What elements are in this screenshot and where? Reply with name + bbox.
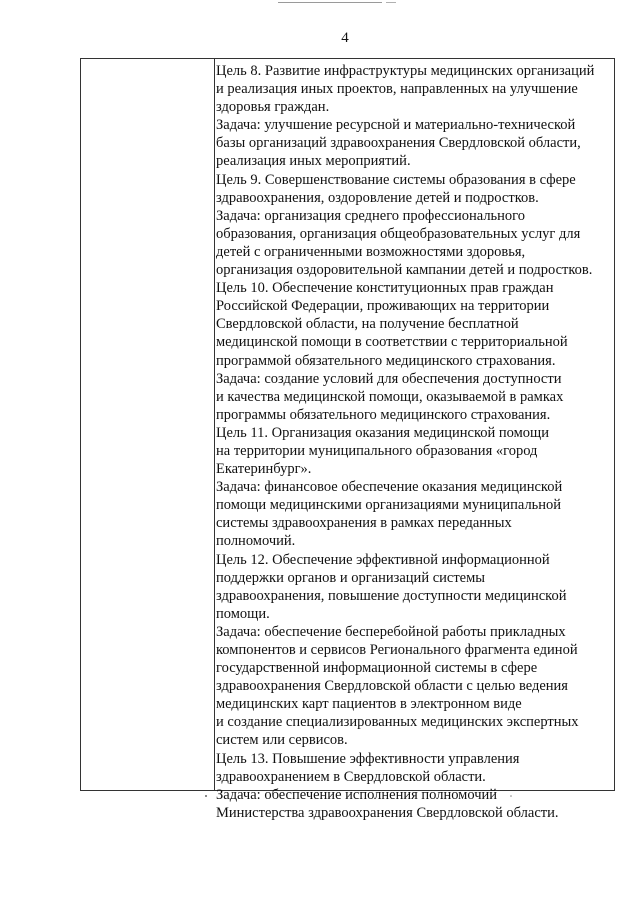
text-line: Российской Федерации, проживающих на территории bbox=[216, 298, 550, 315]
document-table bbox=[80, 58, 615, 821]
text-line: реализация иных мероприятий. bbox=[216, 153, 411, 170]
text-line: и создание специализированных медицинских экспертных bbox=[216, 714, 579, 731]
text-line: государственной информационной системы в сфере bbox=[216, 660, 538, 677]
table-right-column bbox=[216, 62, 614, 822]
text-line: Свердловской области, на получение бесплатной bbox=[216, 316, 519, 333]
table-left-column bbox=[81, 59, 215, 790]
text-line: Задача: создание условий для обеспечения доступности bbox=[216, 370, 562, 387]
text-line: образования, организация общеобразовательных услуг для bbox=[216, 225, 581, 242]
text-line: Цель 12. Обеспечение эффективной информационной bbox=[216, 551, 550, 568]
text-line: медицинских карт пациентов в электронном виде bbox=[216, 696, 522, 713]
text-line: помощи медицинскими организациями муниципальной bbox=[216, 497, 562, 514]
text-line: Министерства здравоохранения Свердловской области. bbox=[216, 804, 559, 821]
top-scan-mark bbox=[278, 2, 382, 3]
text-line: компонентов и сервисов Регионального фрагмента единой bbox=[216, 642, 578, 658]
text-line: системы здравоохранения в рамках переданных bbox=[216, 515, 512, 532]
text-line: здравоохранения, оздоровление детей и подростков. bbox=[216, 189, 539, 206]
text-line: детей с ограниченными возможностями здоровья, bbox=[216, 243, 526, 260]
text-line: помощи. bbox=[216, 605, 270, 622]
text-line: Задача: обеспечение бесперебойной работы прикладных bbox=[216, 623, 566, 640]
text-line: полномочий. bbox=[216, 533, 296, 550]
text-line: программы обязательного медицинского страхования. bbox=[216, 406, 551, 423]
text-line: поддержки органов и организаций системы bbox=[216, 569, 486, 586]
text-line: здравоохранения, повышение доступности медицинской bbox=[216, 587, 567, 604]
page-number: 4 bbox=[341, 30, 349, 46]
text-line: на территории муниципального образования «город bbox=[216, 442, 538, 459]
text-line: систем или сервисов. bbox=[216, 732, 348, 749]
text-line: программой обязательного медицинского страхования. bbox=[216, 352, 556, 369]
text-line: здравоохранением в Свердловской области. bbox=[216, 768, 486, 785]
text-line: Цель 9. Совершенствование системы образования в сфере bbox=[216, 171, 576, 188]
text-line: Цель 11. Организация оказания медицинской помощи bbox=[216, 424, 549, 441]
text-line: организация оздоровительной кампании детей и подростков. bbox=[216, 262, 593, 279]
text-line: Цель 8. Развитие инфраструктуры медицинских организаций bbox=[216, 63, 595, 79]
text-line: здравоохранения Свердловской области с целью ведения bbox=[216, 678, 568, 695]
text-line: базы организаций здравоохранения Свердловской области, bbox=[216, 135, 581, 152]
text-line: медицинской помощи в соответствии с территориальной bbox=[216, 334, 568, 351]
text-line: Екатеринбург». bbox=[216, 461, 312, 478]
text-line: Задача: улучшение ресурсной и материально-технической bbox=[216, 117, 576, 134]
text-line: Задача: обеспечение исполнения полномочий bbox=[216, 786, 498, 803]
text-line: и реализация иных проектов, направленных на улучшение bbox=[216, 81, 578, 98]
text-line: Цель 13. Повышение эффективности управления bbox=[216, 750, 520, 767]
text-line: и качества медицинской помощи, оказываемой в рамках bbox=[216, 388, 564, 405]
text-line: Задача: финансовое обеспечение оказания медицинской bbox=[216, 479, 563, 496]
text-line: Цель 10. Обеспечение конституционных прав граждан bbox=[216, 280, 554, 297]
text-line: здоровья граждан. bbox=[216, 99, 330, 116]
text-line: Задача: организация среднего профессионального bbox=[216, 207, 526, 224]
scan-speck bbox=[205, 795, 207, 797]
